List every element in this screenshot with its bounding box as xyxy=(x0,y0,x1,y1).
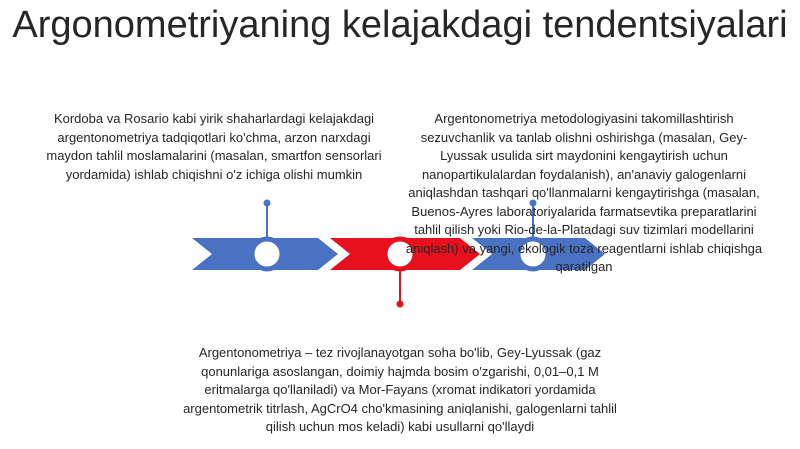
stage-1-description: Kordoba va Rosario kabi yirik shaharlardagi kelajakdagi argentonometriya tadqiqotlari ko'chma, arzon narxdagi maydon tahlil moslamalarini (masalan, smartfon sensorlari yordamida) ishlab chiqishni o'z ichiga olishi mumkin xyxy=(46,111,382,182)
slide-title: Argonometriyaning kelajakdagi tendentsiyalari xyxy=(12,4,788,46)
stage-3-description: Argentonometriya metodologiyasini takomillashtirish sezuvchanlik va tanlab olishni oshirishga (masalan, Gey-Lyussak usulida sirt maydonini kengaytirish uchun nanopartikulalardan foydalanish), an'anaviy galogenlarni aniqlashdan tashqari qo'llanmalarni kengaytirishga (masalan, Buenos-Ayres laboratoriyalarida farmatsevtika preparatlarini tahlil qilish yoki Rio-de-la-Platadagi suv tizimlari modellarini aniqlash) va yangi, ekologik toza reagentlarni ishlab chiqishga qaratilgan xyxy=(405,111,763,274)
stage-2-description: Argentonometriya – tez rivojlanayotgan soha bo'lib, Gey-Lyussak (gaz qonunlariga asoslangan, doimiy hajmda bosim o'zgarishi, 0,01–0,1 M eritmalarga qo'llaniladi) va Mor-Fayans (xromat indikatori yordamida argentometrik titrlash, AgCrO4 cho'kmasining aniqlanishi, galogenlarni tahlil qilish uchun mos keladi) kabi usullarni qo'llaydi xyxy=(183,345,617,434)
connector-dot-1 xyxy=(264,200,271,207)
milestone-ring-1 xyxy=(252,239,282,269)
connector-dot-2 xyxy=(397,301,404,308)
